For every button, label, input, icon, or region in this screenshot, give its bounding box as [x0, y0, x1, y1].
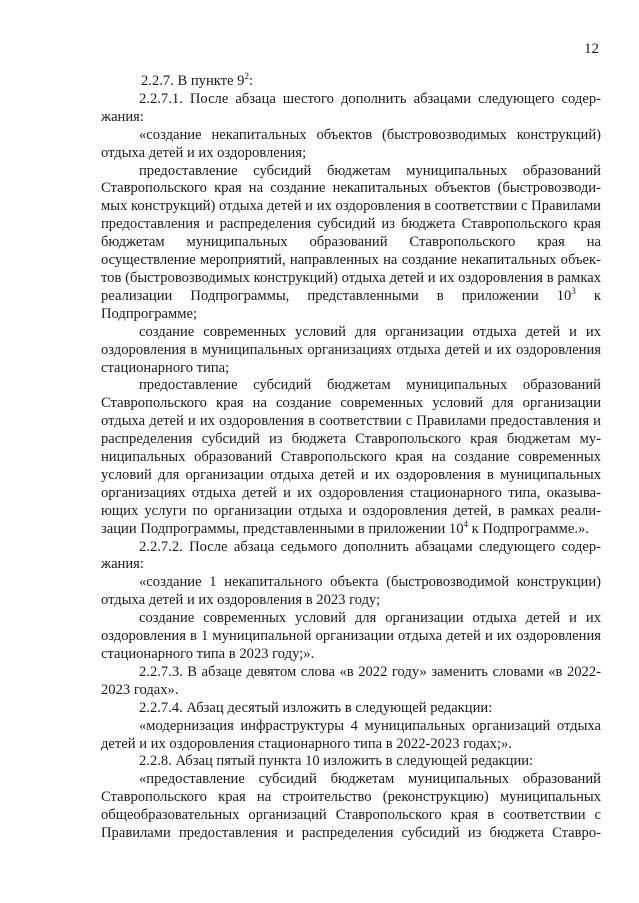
paragraph-subsidies-modern-conditions: предоставление субсидий бюджетам муниципальных образований Ставропольского края на создание современных условий для организации отдыха детей и их оздоровления в соответствии с Правилами предоставления и распределения субсидий из бюджета Ставропольского края бюджетам муниципальных образований Ставропольского края на создание современных условий для организации отдыха детей и их оздоровления в муниципальных организациях отдыха детей и их оздоровления стационарного типа, оказывающих услуги по организации отдыха и оздоровления детей, в рамках реализации Подпрограммы, представленными в приложении $10^4$ к Подпрограмме.». — [101, 377, 601, 537]
paragraph-subsidies-nonpermanent-objects: предоставление субсидий бюджетам муниципальных образований Ставропольского края на создание некапитальных объектов (быстровозводимых конструкций) отдыха детей и их оздоровления в соответствии с Правилами предоставления и распределения субсидий из бюджета Ставропольского края бюджетам муниципальных образований Ставропольского края на осуществление мероприятий, направленных на создание некапитальных объектов (быстровозводимых конструкций) отдыха детей и их оздоровления в рамках реализации Подпрограммы, представленными в приложении $10^3$ к Подпрограмме; — [101, 162, 601, 322]
paragraph-modern-conditions-2023: создание современных условий для организации отдыха детей и их оздоровления в 1 муниципальной организации отдыха детей и их оздоровления стационарного типа в 2023 году;». — [101, 610, 601, 662]
paragraph-subsidies-construction: «предоставление субсидий бюджетам муниципальных образований Ставропольского края на строительство (реконструкцию) муниципальных общеобразовательных организаций Ставропольского края в соответствии с Правилами предоставления и распределения субсидий из бюджета Ставро- — [101, 771, 601, 842]
superscript: 4 — [463, 518, 469, 529]
paragraph-2-2-8: 2.2.8. Абзац пятый пункта 10 изложить в следующей редакции: — [139, 753, 534, 770]
superscript: 2 — [244, 71, 249, 81]
page-number: 12 — [584, 41, 599, 57]
paragraph-2-2-7-3: 2.2.7.3. В абзаце девятом слова «в 2022 году» заменить словами «в 2022-2023 годах». — [101, 663, 601, 698]
paragraph-2-2-7-2: 2.2.7.2. После абзаца седьмого дополнить абзацами следующего содержания: — [101, 538, 601, 573]
paragraph-quote-start-nonpermanent-objects: «создание некапитальных объектов (быстровозводимых конструкций) отдыха детей и их оздоровления; — [101, 126, 601, 161]
paragraph-2-2-7-4: 2.2.7.4. Абзац десятый изложить в следующей редакции: — [139, 699, 493, 716]
paragraph-2-2-7: 2.2.7. В пункте $9^2$: — [141, 71, 254, 89]
paragraph-modern-conditions: создание современных условий для организации отдыха детей и их оздоровления в муниципальных организациях отдыха детей и их оздоровления стационарного типа; — [101, 323, 601, 376]
paragraph-2-2-7-1: 2.2.7.1. После абзаца шестого дополнить абзацами следующего содержания: — [101, 90, 601, 125]
paragraph-modernization-infrastructure: «модернизация инфраструктуры 4 муниципальных организаций отдыха детей и их оздоровления стационарного типа в 2022-2023 годах;». — [101, 717, 601, 752]
document-body — [101, 73, 601, 843]
paragraph-create-one-object-2023: «создание 1 некапитального объекта (быстровозводимой конструкции) отдыха детей и их оздоровления в 2023 году; — [101, 574, 601, 609]
superscript: 3 — [571, 285, 576, 296]
